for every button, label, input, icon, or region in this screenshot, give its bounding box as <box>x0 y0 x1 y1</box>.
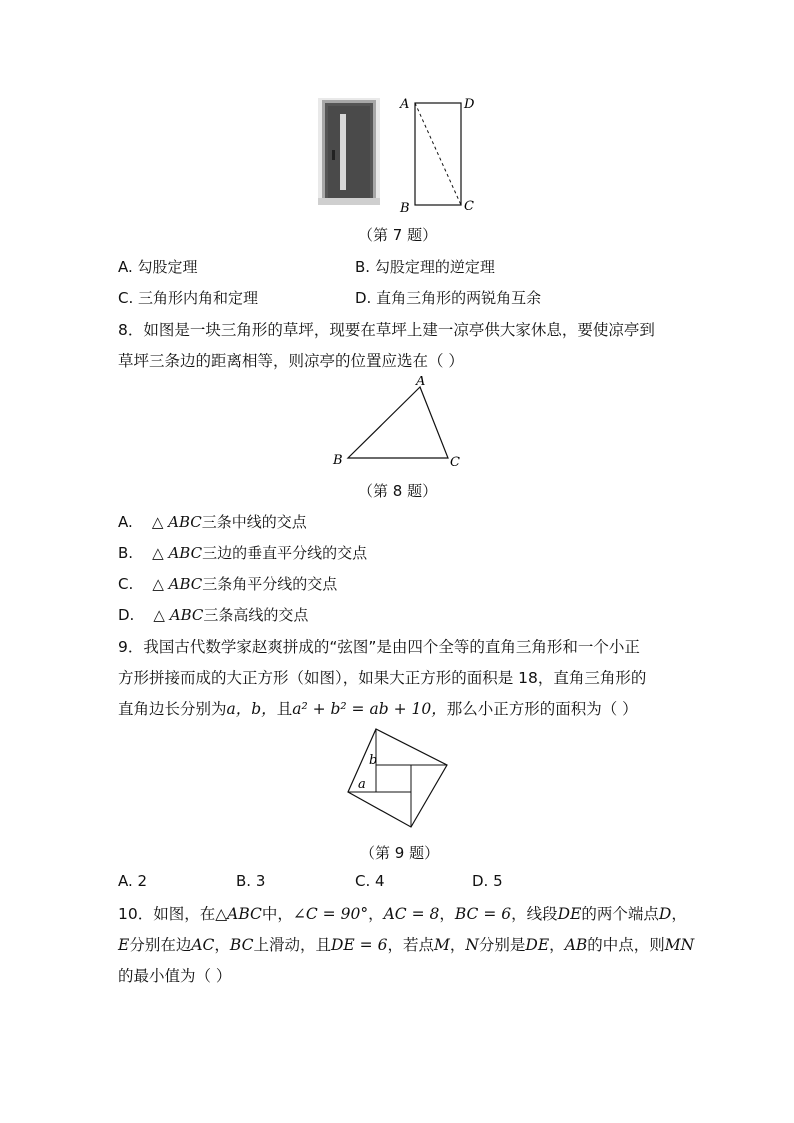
q8-option-c <box>118 573 337 594</box>
triangle-name: ABC <box>169 606 204 624</box>
label-b: b <box>369 753 378 768</box>
q10-text: ， <box>214 936 230 954</box>
q10-text: ，若点 <box>387 936 434 954</box>
q7-option-b: B. 勾股定理的逆定理 <box>355 258 495 276</box>
label-B: B <box>400 201 410 216</box>
door-photo <box>318 98 380 205</box>
option-text: 三条中线的交点 <box>201 513 307 531</box>
q10-text: 的中点，则 <box>587 936 665 954</box>
q10-text: ， <box>449 936 466 954</box>
q10-point: N <box>465 936 479 954</box>
q10-text: ，线段 <box>511 905 558 923</box>
q8-option-b <box>118 542 367 563</box>
q8-option-a <box>118 511 307 532</box>
q10-text: 上滑动，且 <box>253 936 331 954</box>
option-letter: B. <box>118 544 134 562</box>
q9-stem-line3 <box>118 697 638 719</box>
figure-9-xiantu <box>340 724 452 834</box>
triangle-name: ABC <box>168 575 203 593</box>
triangle-name: ABC <box>168 513 202 531</box>
q10-segment: AB <box>564 936 588 954</box>
option-text: 三边的垂直平分线的交点 <box>202 544 368 562</box>
q9-text-b: 且 <box>276 700 293 718</box>
q9-stem-line2: 方形拼接而成的大正方形（如图），如果大正方形的面积是 18，直角三角形的 <box>118 669 647 687</box>
triangle-name: ABC <box>168 544 203 562</box>
q9-text-a: 直角边长分别为 <box>118 700 227 718</box>
q9-variables: a，b， <box>226 700 277 718</box>
q10-de-eq: DE = 6 <box>330 936 388 954</box>
label-A: A <box>400 97 410 112</box>
q10-bc-eq: BC = 6 <box>454 905 512 923</box>
q7-option-d: D. 直角三角形的两锐角互余 <box>355 289 542 307</box>
q10-text: 10．如图，在 <box>118 905 216 923</box>
q10-segment: MN <box>664 936 695 954</box>
q7-option-c: C. 三角形内角和定理 <box>118 289 259 307</box>
q10-ac-eq: AC = 8 <box>383 905 440 923</box>
q10-text: ， <box>368 905 384 923</box>
q9-option-b: B. 3 <box>236 872 266 890</box>
q10-text: 分别在边 <box>129 936 192 954</box>
triangle-symbol: △ <box>152 544 164 562</box>
q10-segment: DE <box>557 905 582 923</box>
triangle-symbol: △ <box>153 606 165 624</box>
q10-triangle: △ABC <box>215 905 262 923</box>
option-letter: D. <box>118 606 135 624</box>
q10-text: ， <box>549 936 565 954</box>
q9-equation: a² + b² = ab + 10， <box>292 700 447 718</box>
figure-8-triangle <box>328 376 468 470</box>
q8-stem-line2: 草坪三条边的距离相等，则凉亭的位置应选在（ ） <box>118 352 464 370</box>
q10-stem-line1 <box>118 902 687 924</box>
q9-option-a: A. 2 <box>118 872 148 890</box>
q10-angle-eq: ∠C = 90° <box>292 905 369 923</box>
label-A: A <box>416 376 426 389</box>
q10-text: ， <box>439 905 455 923</box>
q10-text: 中， <box>261 905 293 923</box>
label-a: a <box>358 777 366 792</box>
option-text: 三条高线的交点 <box>203 606 309 624</box>
q10-segment: DE <box>525 936 550 954</box>
q10-segment: BC <box>229 936 254 954</box>
q8-option-d <box>118 604 308 625</box>
q8-stem-line1: 8．如图是一块三角形的草坪，现要在草坪上建一凉亭供大家休息，要使凉亭到 <box>118 321 655 339</box>
q10-segment: AC <box>191 936 215 954</box>
label-C: C <box>450 455 460 470</box>
q10-point: M <box>433 936 450 954</box>
q10-text: 的两个端点 <box>581 905 659 923</box>
triangle-symbol: △ <box>152 575 164 593</box>
q7-option-a: A. 勾股定理 <box>118 258 198 276</box>
triangle-symbol: △ <box>151 513 164 531</box>
q10-point: E <box>118 936 130 954</box>
label-C: C <box>464 199 474 214</box>
q10-stem-line2 <box>118 933 694 955</box>
q10-text: 分别是 <box>478 936 526 954</box>
option-text: 三条角平分线的交点 <box>202 575 338 593</box>
option-letter: A. <box>118 513 133 531</box>
label-B: B <box>333 453 343 468</box>
door-illustration <box>318 98 380 205</box>
q9-option-d: D. 5 <box>472 872 503 890</box>
q9-option-c: C. 4 <box>355 872 385 890</box>
caption-q9: （第 9 题） <box>360 844 440 862</box>
label-D: D <box>464 97 475 112</box>
figure-7-rectangle <box>396 92 486 216</box>
q9-text-c: 那么小正方形的面积为（ ） <box>446 700 638 718</box>
option-letter: C. <box>118 575 134 593</box>
q10-point: D <box>658 905 672 923</box>
caption-q8: （第 8 题） <box>358 482 438 500</box>
q10-text: ， <box>671 905 687 923</box>
q10-stem-line3: 的最小值为（ ） <box>118 967 232 985</box>
caption-q7: （第 7 题） <box>358 226 438 244</box>
q9-stem-line1: 9．我国古代数学家赵爽拼成的“弦图”是由四个全等的直角三角形和一个小正 <box>118 638 640 656</box>
